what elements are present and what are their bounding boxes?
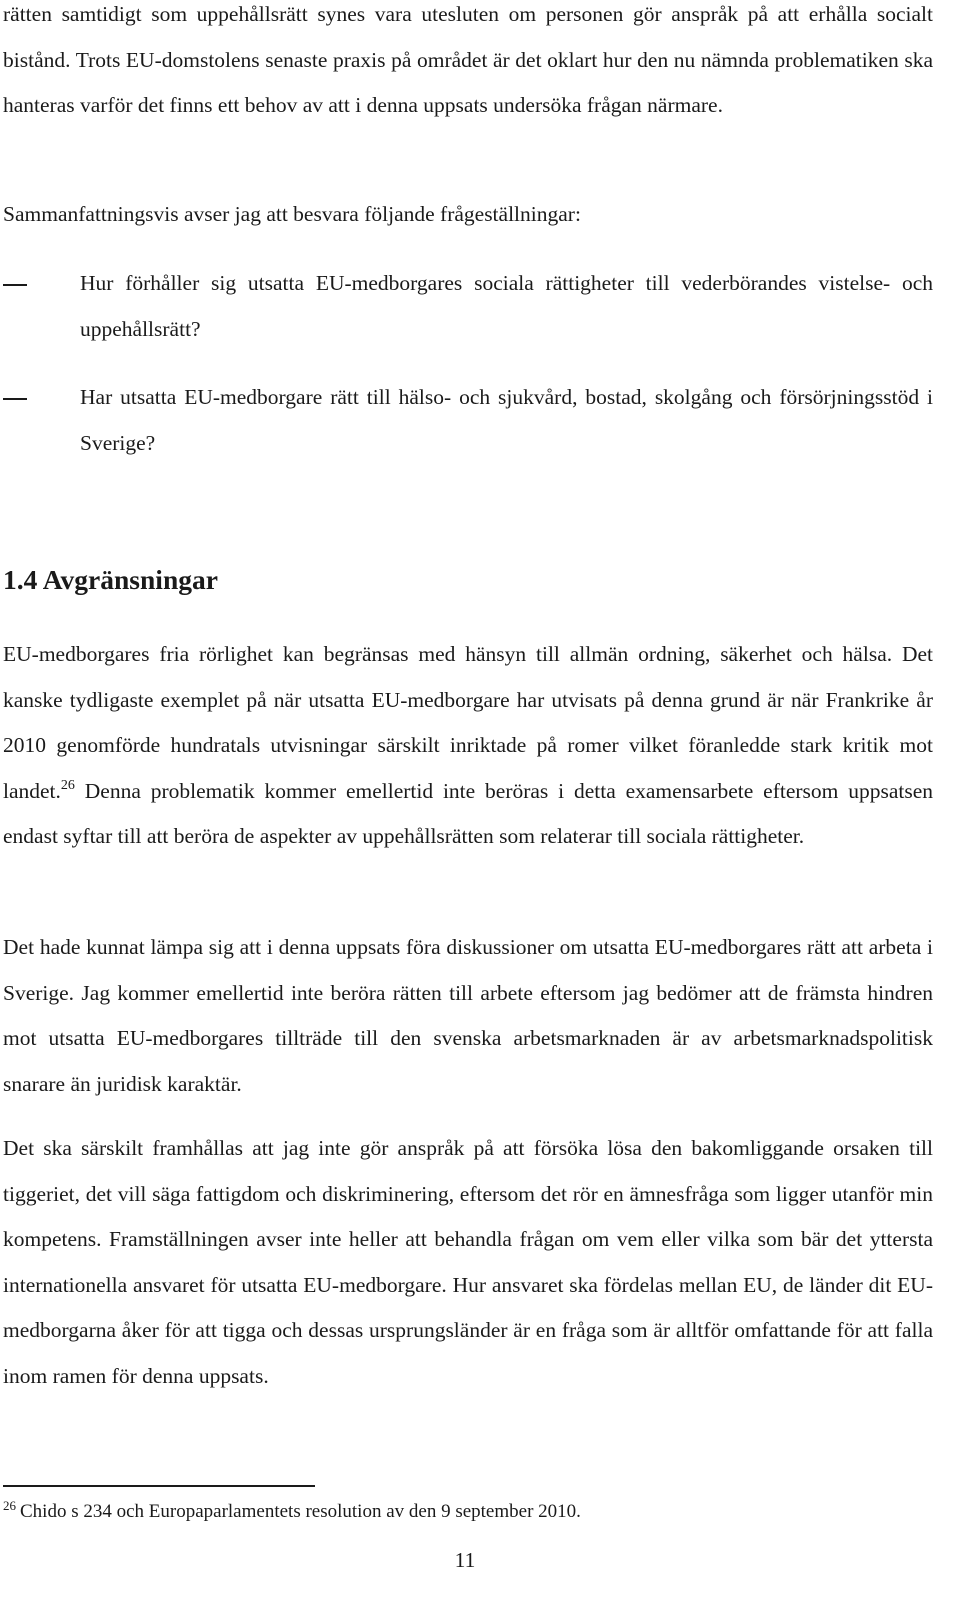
paragraph-text: Denna problematik kommer emellertid inte beröras i detta examensarbete eftersom uppsatsen endast syftar till att beröra de aspekter av uppehållsrätten som relaterar till sociala rättigheter. xyxy=(3,778,933,848)
section-paragraph-2: Det hade kunnat lämpa sig att i denna uppsats föra diskussioner om utsatta EU-medborgares rätt att arbeta i Sverige. Jag kommer emellertid inte beröra rätten till arbete eftersom jag bedömer att de främsta hindren mot utsatta EU-medborgares tillträde till den svenska arbetsmarknaden är av arbetsmarknadspolitisk snarare än juridisk karaktär. xyxy=(3,935,933,1096)
question-text: Hur förhåller sig utsatta EU-medborgares sociala rättigheter till vederbörandes vistelse- och uppehållsrätt? xyxy=(80,271,933,341)
section-heading: 1.4 Avgränsningar xyxy=(3,564,218,595)
section-paragraph-1 xyxy=(3,632,933,860)
question-item xyxy=(3,261,933,352)
footnote-text: Chido s 234 och Europaparlamentets resolution av den 9 september 2010. xyxy=(20,1501,581,1522)
question-text: Har utsatta EU-medborgare rätt till hälso- och sjukvård, bostad, skolgång och försörjningsstöd i Sverige? xyxy=(80,385,933,455)
footnote xyxy=(3,1497,933,1527)
footnote-divider xyxy=(3,1485,315,1487)
question-item xyxy=(3,375,933,466)
section-paragraph-3: Det ska särskilt framhållas att jag inte gör anspråk på att försöka lösa den bakomliggande orsaken till tiggeriet, det vill säga fattigdom och diskriminering, eftersom det rör en ämnesfråga som ligger utanför min kompetens. Framställningen avser inte heller att behandla frågan om vem eller vilka som bär det yttersta internationella ansvaret för utsatta EU-medborgare. Hur ansvaret ska fördelas mellan EU, de länder dit EU-medborgarna åker för att tigga och dessas ursprungsländer är en fråga som är alltför omfattande för att falla inom ramen för denna uppsats. xyxy=(3,1136,933,1388)
page-number: 11 xyxy=(454,1548,476,1572)
paragraph-text: EU-medborgares fria rörlighet kan begränsas med hänsyn till allmän ordning, säkerhet och hälsa. Det kanske tydligaste exemplet på när utsatta EU-medborgare har utvisats på denna grund är när Frankrike år 2010 genomförde hundratals utvisningar särskilt inriktade på romer vilket föranledde stark kritik mot landet. xyxy=(3,642,933,803)
footnote-reference: 26 xyxy=(60,777,75,793)
footnote-number: 26 xyxy=(3,1498,16,1513)
summary-lead: Sammanfattningsvis avser jag att besvara följande frågeställningar: xyxy=(3,202,581,226)
intro-paragraph: rätten samtidigt som uppehållsrätt synes vara utesluten om personen gör anspråk på att erhålla socialt bistånd. Trots EU-domstolens senaste praxis på området är det oklart hur den nu nämnda problematiken ska hanteras varför det finns ett behov av att i denna uppsats undersöka frågan närmare. xyxy=(3,2,933,117)
